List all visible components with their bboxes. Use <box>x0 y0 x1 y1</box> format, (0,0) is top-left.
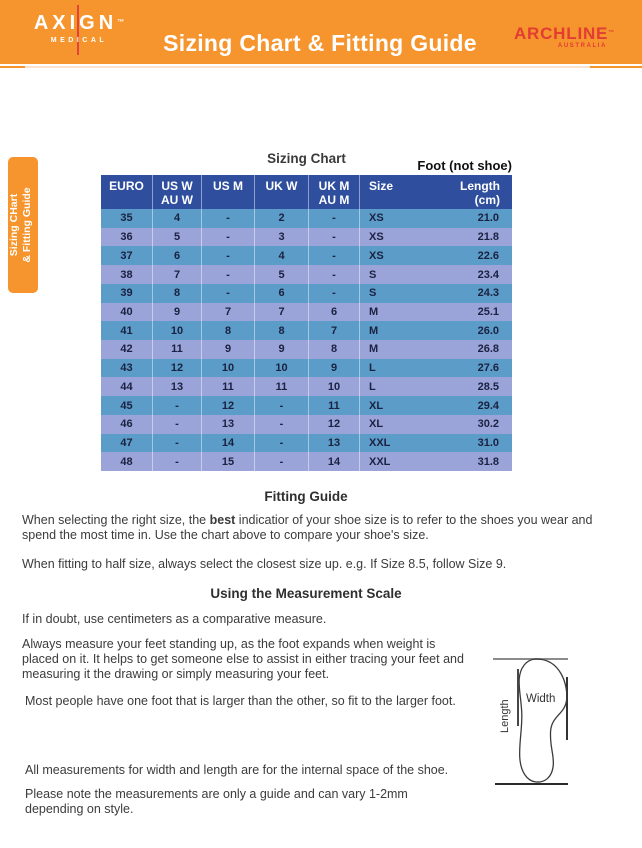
header-cell-euro: EURO <box>101 175 153 209</box>
table-cell: 6 <box>309 303 360 322</box>
table-cell: - <box>202 284 255 303</box>
table-cell: 27.6 <box>477 362 499 375</box>
table-cell: 31.8 <box>477 455 499 468</box>
table-cell: XXL <box>369 436 391 449</box>
table-cell: 7 <box>153 265 202 284</box>
table-cell: 3 <box>255 228 309 247</box>
note-paragraph-1: All measurements for width and length are for the internal space of the shoe. <box>25 763 449 777</box>
table-cell: 14 <box>202 434 255 453</box>
table-cell: - <box>309 209 360 228</box>
table-cell: 4 <box>255 246 309 265</box>
table-cell: - <box>309 284 360 303</box>
header-banner <box>0 0 642 64</box>
table-cell: 41 <box>101 321 153 340</box>
table-cell: 2 <box>255 209 309 228</box>
table-row <box>101 340 512 359</box>
table-cell: 31.0 <box>477 436 499 449</box>
table-cell: - <box>202 265 255 284</box>
table-cell: 21.0 <box>477 212 499 225</box>
table-cell: S <box>369 268 377 281</box>
table-cell: - <box>255 396 309 415</box>
table-cell: 10 <box>309 377 360 396</box>
table-cell: 10 <box>153 321 202 340</box>
table-body <box>101 209 512 471</box>
archline-australia-label: AUSTRALIA <box>557 43 607 49</box>
measurement-paragraph-2: Always measure your feet standing up, as the foot expands when weight is placed on it. It helps to get someone else to assist in either tracing your feet and measuring it the drawing or simply measuring your feet. <box>22 637 464 681</box>
table-cell: - <box>202 246 255 265</box>
fitting-guide-paragraph-2: When fitting to half size, always select the closest size up. e.g. If Size 8.5, follow Size 9. <box>22 557 507 571</box>
table-cell: 8 <box>309 340 360 359</box>
archline-logo <box>505 25 615 49</box>
table-cell: 6 <box>153 246 202 265</box>
table-cell: 12 <box>202 396 255 415</box>
length-label: Length <box>499 699 511 733</box>
table-cell: XS <box>369 249 384 262</box>
page-title: Sizing Chart & Fitting Guide <box>163 30 477 56</box>
table-row <box>101 434 512 453</box>
banner-underline <box>590 66 642 68</box>
table-cell: XS <box>369 231 384 244</box>
trademark-icon: ™ <box>608 30 615 36</box>
table-cell: 6 <box>255 284 309 303</box>
table-cell: - <box>255 452 309 471</box>
note-paragraph-2: Please note the measurements are only a guide and can vary 1-2mm depending on style. <box>25 787 408 816</box>
table-cell: 14 <box>309 452 360 471</box>
header-cell-size: Size <box>369 179 394 193</box>
table-cell: - <box>153 415 202 434</box>
axign-wordmark: AXIGN™ <box>33 12 125 34</box>
table-row <box>101 303 512 322</box>
axign-medical-label: MEDICAL <box>50 37 108 44</box>
table-cell: 28.5 <box>477 380 499 393</box>
table-cell: 45 <box>101 396 153 415</box>
table-cell: - <box>255 434 309 453</box>
table-cell: 42 <box>101 340 153 359</box>
table-cell: 23.4 <box>477 268 499 281</box>
axign-logo <box>33 12 125 44</box>
table-cell: 7 <box>202 303 255 322</box>
table-cell: 47 <box>101 434 153 453</box>
table-cell: M <box>369 305 379 318</box>
banner-underline <box>25 66 590 68</box>
table-cell: 35 <box>101 209 153 228</box>
sizing-chart-title: Sizing Chart <box>267 151 346 166</box>
table-cell: 11 <box>202 377 255 396</box>
trademark-icon: ™ <box>117 19 125 26</box>
table-row <box>101 415 512 434</box>
measurement-paragraph-3: Most people have one foot that is larger than the other, so fit to the larger foot. <box>25 694 456 708</box>
table-cell: XL <box>369 418 384 431</box>
table-cell: 15 <box>202 452 255 471</box>
table-cell: 13 <box>309 434 360 453</box>
width-label: Width <box>526 693 556 705</box>
table-row <box>101 359 512 378</box>
table-cell: 36 <box>101 228 153 247</box>
table-row <box>101 321 512 340</box>
table-row <box>101 265 512 284</box>
table-cell: 12 <box>309 415 360 434</box>
table-cell: 8 <box>153 284 202 303</box>
table-cell: 9 <box>202 340 255 359</box>
header-cell-us-w: US W AU W <box>153 175 202 209</box>
table-cell: 40 <box>101 303 153 322</box>
table-cell: XS <box>369 212 384 225</box>
table-cell: 24.3 <box>477 287 499 300</box>
table-cell: L <box>369 362 376 375</box>
measurement-paragraph-1: If in doubt, use centimeters as a comparative measure. <box>22 612 327 626</box>
table-cell: 10 <box>202 359 255 378</box>
table-cell: 7 <box>309 321 360 340</box>
foot-diagram <box>485 650 580 795</box>
table-cell: 4 <box>153 209 202 228</box>
fitting-guide-heading: Fitting Guide <box>264 489 348 504</box>
table-cell: 30.2 <box>477 418 499 431</box>
table-cell: 25.1 <box>477 305 499 318</box>
table-cell: 7 <box>255 303 309 322</box>
table-cell: 44 <box>101 377 153 396</box>
table-cell: 11 <box>153 340 202 359</box>
table-cell: - <box>309 228 360 247</box>
header-cell-us-m: US M <box>202 175 255 209</box>
table-cell: 38 <box>101 265 153 284</box>
table-cell: S <box>369 287 377 300</box>
table-cell: 11 <box>309 396 360 415</box>
table-cell: - <box>255 415 309 434</box>
table-cell: 39 <box>101 284 153 303</box>
measurement-heading: Using the Measurement Scale <box>210 586 402 601</box>
table-cell: M <box>369 324 379 337</box>
side-tab-label: Sizing CHart & Fitting Guide <box>8 187 33 263</box>
table-cell: 9 <box>153 303 202 322</box>
table-cell: 43 <box>101 359 153 378</box>
table-cell: XL <box>369 399 384 412</box>
archline-wordmark: ARCHLINE™ <box>513 24 615 43</box>
fitting-guide-paragraph-1: When selecting the right size, the best indicatior of your shoe size is to refer to the shoes you wear and spend the most time in. Use the chart above to compare your shoe's size. <box>22 513 593 542</box>
table-cell: - <box>309 265 360 284</box>
table-cell: - <box>153 434 202 453</box>
table-cell: XXL <box>369 455 391 468</box>
table-header-row <box>101 175 512 209</box>
sizing-table <box>101 175 512 471</box>
foot-not-shoe-label: Foot (not shoe) <box>417 158 512 173</box>
table-cell: M <box>369 343 379 356</box>
table-row <box>101 228 512 247</box>
table-cell: 13 <box>202 415 255 434</box>
table-cell: L <box>369 380 376 393</box>
header-cell-uk-m: UK M AU M <box>309 175 360 209</box>
table-cell: 5 <box>153 228 202 247</box>
table-cell: 9 <box>255 340 309 359</box>
table-cell: 11 <box>255 377 309 396</box>
table-cell: - <box>202 228 255 247</box>
table-row <box>101 284 512 303</box>
table-cell: 26.0 <box>477 324 499 337</box>
table-cell: 37 <box>101 246 153 265</box>
table-row <box>101 377 512 396</box>
table-cell: 8 <box>202 321 255 340</box>
table-cell: - <box>202 209 255 228</box>
table-cell: 13 <box>153 377 202 396</box>
header-cell-uk-w: UK W <box>255 175 309 209</box>
table-cell: 12 <box>153 359 202 378</box>
table-cell: 29.4 <box>477 399 499 412</box>
table-row <box>101 396 512 415</box>
table-cell: 21.8 <box>477 231 499 244</box>
table-cell: 8 <box>255 321 309 340</box>
foot-outline <box>516 657 569 785</box>
table-cell: 9 <box>309 359 360 378</box>
table-row <box>101 209 512 228</box>
side-tab <box>8 157 38 293</box>
table-cell: 48 <box>101 452 153 471</box>
table-cell: 22.6 <box>477 249 499 262</box>
table-cell: 10 <box>255 359 309 378</box>
table-row <box>101 246 512 265</box>
banner-underline <box>0 66 25 68</box>
header-cell-length: Length (cm) <box>460 179 500 207</box>
table-cell: - <box>309 246 360 265</box>
table-row <box>101 452 512 471</box>
table-cell: - <box>153 396 202 415</box>
table-cell: 5 <box>255 265 309 284</box>
table-cell: 46 <box>101 415 153 434</box>
table-cell: - <box>153 452 202 471</box>
table-cell: 26.8 <box>477 343 499 356</box>
